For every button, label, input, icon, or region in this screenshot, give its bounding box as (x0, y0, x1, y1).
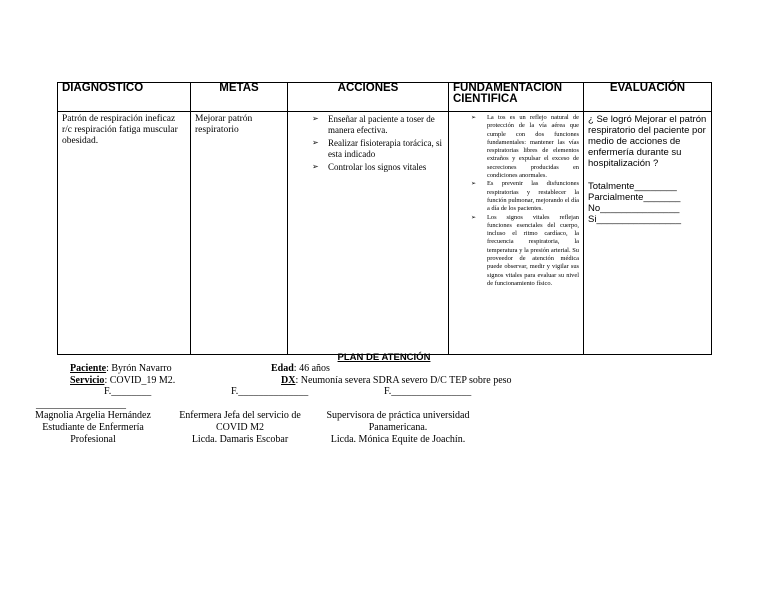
dx-value: : Neumonía severa SDRA severo D/C TEP sobre peso (295, 375, 512, 386)
header-fundamentacion: FUNDAMENTACION CIENTIFICA (449, 83, 584, 112)
signature-2-role2: Licda. Damaris Escobar (191, 434, 289, 445)
dx-label: DX (281, 375, 296, 386)
servicio-label: Servicio (70, 375, 105, 386)
firma-1: F.________ (104, 386, 152, 397)
edad-value: : 46 años (293, 363, 330, 374)
fundamentacion-list (453, 114, 579, 288)
table-row (58, 112, 712, 355)
signature-block-3 (313, 410, 483, 446)
diagnostico-cell: Patrón de respiración ineficaz r/c respiración fatiga muscular obesidad. (58, 112, 191, 355)
signature-2-role1: COVID M2 (215, 422, 265, 433)
signature-3-role2: Licda. Mónica Equite de Joachín. (330, 434, 466, 445)
accion-item-1: ➢ Enseñar al paciente a toser de manera efectiva. (312, 114, 444, 135)
signature-3-name: Supervisora de práctica universidad (326, 410, 470, 421)
accion-item-2: ➢ Realizar fisioterapia torácica, si esta indicado (312, 138, 444, 159)
evaluacion-option-si: Si________________ (588, 214, 681, 225)
edad-label: Edad (271, 363, 294, 374)
paciente-value: : Byrón Navarro (106, 363, 172, 374)
signature-1-role2: Profesional (70, 434, 116, 445)
evaluacion-cell (584, 112, 712, 355)
header-evaluacion: EVALUACIÓN (584, 83, 712, 112)
plan-title: PLAN DE ATENCIÓN (337, 352, 431, 363)
fundamentacion-item-3: ➢ Los signos vitales reflejan funciones esenciales del cuerpo, incluso el ritmo cardíaco, la frecuencia respiratoria, la temperatura y la presión arterial. Su proveedor de atención médica puede observar, medir y vigilar sus signos vitales para evaluar su nivel de funcionamiento físico. (471, 214, 579, 289)
signature-1-role1: Estudiante de Enfermería (42, 422, 144, 433)
metas-cell: Mejorar patrón respiratorio (191, 112, 288, 355)
firma-2: F.______________ (231, 386, 309, 397)
header-diagnostico: DIAGNOSTICO (58, 83, 191, 112)
signature-block-1 (18, 410, 168, 446)
signature-line-1: __________________ (36, 399, 126, 410)
signature-block-2 (160, 410, 320, 446)
evaluacion-question: ¿ Se logró Mejorar el patrón respiratorio del paciente por medio de acciones de enfermería durante su hospitalización ? (588, 114, 707, 169)
accion-item-3: ➢ Controlar los signos vitales (312, 162, 444, 173)
signature-3-role1: Panamericana. (368, 422, 428, 433)
signature-1-name: Magnolia Argelia Hernández (35, 410, 151, 421)
evaluacion-option-totalmente: Totalmente________ (588, 181, 677, 192)
paciente-line (70, 363, 172, 375)
paciente-label: Paciente (70, 363, 107, 374)
header-metas: METAS (191, 83, 288, 112)
fundamentacion-cell (449, 112, 584, 355)
acciones-cell (288, 112, 449, 355)
servicio-value: : COVID_19 M2. (104, 375, 176, 386)
signature-2-name: Enfermera Jefa del servicio de (179, 410, 301, 421)
fundamentacion-item-2: ➢ Es prevenir las disfunciones respiratorias y restablecer la función pulmonar, mejorando el día a día de los pacientes. (471, 180, 579, 213)
edad-line (271, 363, 330, 375)
care-plan-table (57, 82, 712, 355)
table-header-row (58, 83, 712, 112)
acciones-list (292, 114, 444, 173)
evaluacion-option-no: No_______________ (588, 203, 680, 214)
firma-3: F.________________ (384, 386, 472, 397)
header-acciones: ACCIONES (288, 83, 449, 112)
evaluacion-options (588, 181, 707, 225)
evaluacion-option-parcialmente: Parcialmente_______ (588, 192, 681, 203)
fundamentacion-item-1: ➢ La tos es un reflejo natural de protección de la vía aérea que cumple con dos funciones fundamentales: mantener las vías respiratorias libres de elementos extraños y expulsar el exceso de secreciones producidas en condiciones anormales. (471, 114, 579, 180)
